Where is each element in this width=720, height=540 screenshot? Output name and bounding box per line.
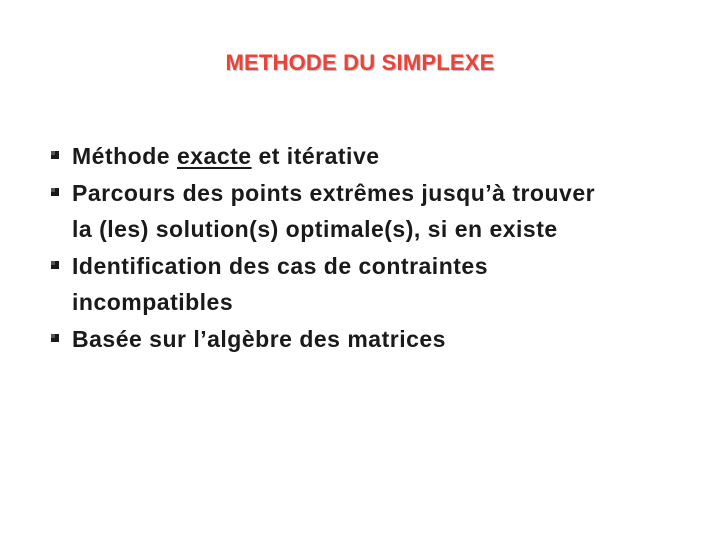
bullet-text-line: incompatibles (72, 289, 234, 315)
bullet-list (48, 138, 708, 357)
bullet-item (48, 175, 708, 248)
bullet-text: Basée sur l’algèbre des matrices (72, 325, 446, 352)
bullet-item (48, 321, 708, 358)
bullet-item (48, 248, 708, 321)
square-bullet-icon (50, 260, 60, 270)
square-bullet-icon (50, 187, 60, 197)
bullet-text-line: Parcours des points extrêmes jusqu’à trouver (72, 179, 596, 206)
square-bullet-icon (50, 150, 60, 160)
bullet-text: et itérative (251, 143, 380, 169)
bullet-text: Méthode (72, 143, 177, 169)
square-bullet-icon (50, 333, 60, 343)
slide-title: METHODE DU SIMPLEXE (225, 50, 495, 75)
underlined-word: exacte (176, 143, 252, 169)
bullet-item (48, 138, 708, 175)
bullet-text-line: la (les) solution(s) optimale(s), si en existe (72, 216, 558, 242)
bullet-text-line: Identification des cas de contraintes (72, 252, 488, 279)
